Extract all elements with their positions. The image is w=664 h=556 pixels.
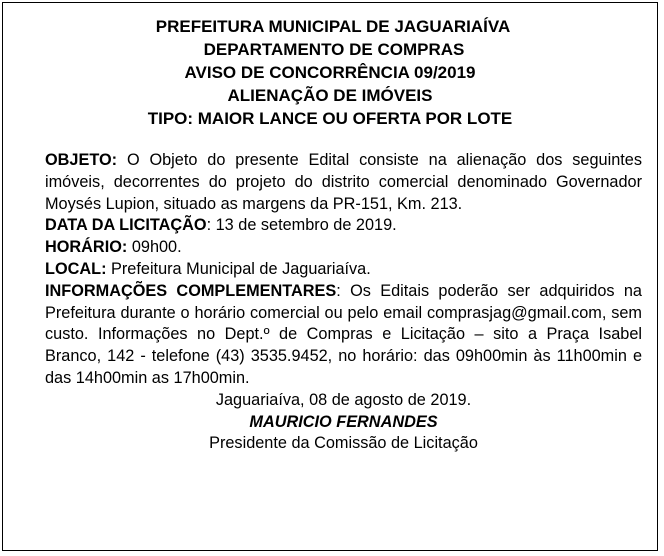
local-line xyxy=(45,259,642,281)
place-date: Jaguariaíva, 08 de agosto de 2019. xyxy=(215,390,472,409)
informacoes-paragraph xyxy=(45,281,642,390)
data-licitacao-text: : 13 de setembro de 2019. xyxy=(206,216,397,235)
horario-text: 09h00. xyxy=(127,238,182,257)
local-label: LOCAL: xyxy=(45,259,107,278)
data-licitacao-label: DATA DA LICITAÇÃO xyxy=(45,216,207,235)
notice-type: TIPO: MAIOR LANCE OU OFERTA POR LOTE xyxy=(147,109,513,128)
horario-label: HORÁRIO: xyxy=(45,238,128,257)
informacoes-label: INFORMAÇÕES COMPLEMENTARES xyxy=(45,281,337,300)
data-licitacao-line xyxy=(45,215,642,237)
objeto-text: O Objeto do presente Edital consiste na alienação dos seguintes imóveis, decorrentes do projeto do distrito comercial denominado Governador Moysés Lupion, situado as margens da PR-151, Km. 213. xyxy=(45,151,642,213)
horario-line xyxy=(45,237,642,259)
signer-role: Presidente da Comissão de Licitação xyxy=(209,434,478,453)
local-text: Prefeitura Municipal de Jaguariaíva. xyxy=(106,259,371,278)
municipality-title: PREFEITURA MUNICIPAL DE JAGUARIAÍVA xyxy=(155,17,511,36)
objeto-paragraph xyxy=(45,150,642,215)
signer-name: MAURICIO FERNANDES xyxy=(249,412,438,431)
notice-frame xyxy=(2,2,658,551)
informacoes-text: : Os Editais poderão ser adquiridos na Prefeitura durante o horário comercial ou pelo email comprasjag@gmail.com, sem custo. Informações no Dept.º de Compras e Licitação – sito a Praça Isabel Branco, 142 - telefone (43) 3535.9452, no horário: das 09h00min às 11h00min e das 14h00min as 17h00min. xyxy=(45,281,642,387)
notice-subject: ALIENAÇÃO DE IMÓVEIS xyxy=(227,86,433,105)
objeto-label: OBJETO: xyxy=(45,151,118,169)
notice-header xyxy=(3,15,657,130)
notice-number: AVISO DE CONCORRÊNCIA 09/2019 xyxy=(184,63,476,82)
department-title: DEPARTAMENTO DE COMPRAS xyxy=(203,40,465,59)
notice-body xyxy=(45,150,642,455)
